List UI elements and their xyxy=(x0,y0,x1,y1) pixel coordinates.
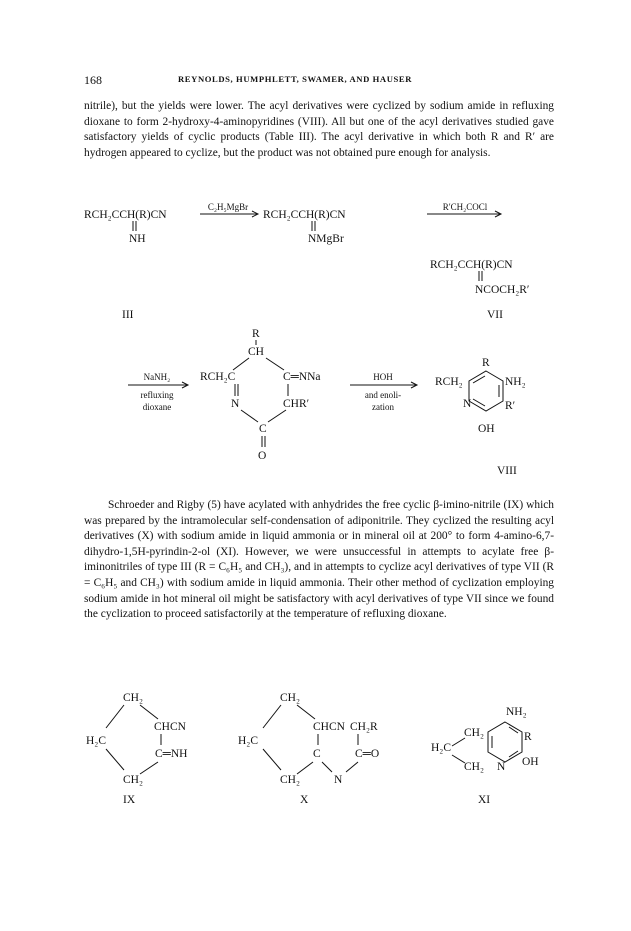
x-bond-6 xyxy=(297,762,313,774)
ring-left-carbon: RCH₂C xyxy=(200,371,236,383)
paragraph-1: nitrile), but the yields were lower. The acyl derivatives were cyclized by sodium amide in refluxing dioxane to form 2-hydroxy-4-aminopyridines (VIII). All but one of the acyl derivatives studied gave satisfactory yields of cyclic products (Table III). The acyl derivative in which both R and R′ are hydrogen appeared to cyclize, but the product was not obtained pure enough for analysis. xyxy=(84,100,554,159)
page-number: 168 xyxy=(84,73,102,87)
ring-ch: CH xyxy=(248,346,264,358)
reagent-grignard: C₂H₅MgBr xyxy=(207,202,249,212)
label-ix: IX xyxy=(123,794,136,806)
ring-oxygen: O xyxy=(258,450,267,462)
compound-iii-imine: NH xyxy=(129,233,146,245)
reagent-zation: zation xyxy=(372,402,394,412)
xi-n: N xyxy=(497,761,506,773)
xi-oh: OH xyxy=(522,756,539,768)
reagent-refluxing: refluxing xyxy=(140,390,174,400)
scheme-3 xyxy=(86,692,539,806)
scheme-2 xyxy=(128,328,526,477)
running-head: REYNOLDS, HUMPHLETT, SWAMER, AND HAUSER xyxy=(178,74,413,84)
reagent-sodium-amide: NaNH₂ xyxy=(143,372,171,382)
xi-bond-1 xyxy=(452,738,465,746)
pyridine-r-prime: R′ xyxy=(505,400,516,412)
ix-chcn: CHCN xyxy=(154,721,186,733)
ring-bond-ll xyxy=(241,410,258,422)
x-bond-5 xyxy=(263,749,281,770)
label-x: X xyxy=(300,794,309,806)
xi-inner-1 xyxy=(509,727,518,733)
reagent-water: HOH xyxy=(373,372,393,382)
x-bond-7 xyxy=(322,762,332,772)
compound-vii-formula: RCH₂CCH(R)CN xyxy=(430,259,513,271)
label-xi: XI xyxy=(478,794,491,806)
ix-h2c: H₂C xyxy=(86,735,106,747)
ix-ch2-top: CH₂ xyxy=(123,692,143,704)
pyridine-oh: OH xyxy=(478,423,495,435)
ring-bond-lr xyxy=(268,410,286,422)
reagent-dioxane: dioxane xyxy=(142,402,172,412)
compound-vii-acyl: NCOCH₂R′ xyxy=(475,284,530,296)
ring-bond-ur xyxy=(266,358,284,370)
xi-ch2-bot: CH₂ xyxy=(464,761,484,773)
pyridine-ring xyxy=(469,371,503,411)
ix-bond-1 xyxy=(106,705,124,728)
ix-ch2-bot: CH₂ xyxy=(123,774,143,786)
pyridine-nh2: NH₂ xyxy=(505,376,526,388)
pyridine-rch2: RCH₂ xyxy=(435,376,463,388)
xi-inner-3 xyxy=(509,751,518,757)
xi-nh2: NH₂ xyxy=(506,706,527,718)
reagent-enolization: and enoli- xyxy=(364,390,402,400)
compound-iii-formula: RCH₂CCH(R)CN xyxy=(84,209,167,221)
ix-bond-2 xyxy=(140,705,158,719)
pyridine-r: R xyxy=(482,357,490,369)
x-c1: C xyxy=(313,748,321,760)
x-chcn: CHCN xyxy=(313,721,345,733)
xi-h2c: H₂C xyxy=(431,742,451,754)
ix-cnh: C═NH xyxy=(155,748,188,760)
x-h2c: H₂C xyxy=(238,735,258,747)
ring-r: R xyxy=(252,328,260,340)
x-bond-1 xyxy=(263,705,281,728)
x-bond-8 xyxy=(346,762,358,772)
paragraph-2: Schroeder and Rigby (5) have acylated with anhydrides the free cyclic β-imino-nitrile (IX) which was prepared by the intramolecular self-condensation of adiponitrile. They cyclized the resulting acyl derivatives (X) with sodium amide in liquid ammonia or in mineral oil at 200° to form 4-amino-6,7-dihydro-1,5H-pyrindin-2-ol (XI). However, we were unsuccessful in attempts to acylate free β-iminonitriles of type III (R = C₆H₅ and CH₃), and in attempts to cyclize acyl derivatives of type VII (R = C₆H₅ and CH₃) with sodium amide in liquid ammonia. Their other method of cyclization employing sodium amide in hot mineral oil might be satisfactory with acyl derivatives of type VII since we found the cyclization to proceed satisfactorily at the temperature of refluxing dioxane. xyxy=(84,499,554,621)
scheme-1 xyxy=(84,202,529,321)
ix-bond-5 xyxy=(140,762,158,774)
x-ch2r: CH₂R xyxy=(350,721,378,733)
xi-pyridine-ring xyxy=(488,722,522,762)
xi-r: R xyxy=(524,731,532,743)
ring-right-carbon: C═NNa xyxy=(283,371,321,383)
pyridine-n: N xyxy=(463,398,472,410)
label-viii: VIII xyxy=(497,465,517,477)
intermediate-nmgbr: NMgBr xyxy=(308,233,344,245)
reagent-acyl-chloride: R′CH₂COCl xyxy=(442,202,488,212)
label-iii: III xyxy=(122,309,134,321)
x-c2: C═O xyxy=(355,748,380,760)
ring-chr: CHR′ xyxy=(283,398,310,410)
ring-bond-ul xyxy=(233,358,249,370)
ix-bond-4 xyxy=(106,749,124,770)
xi-ch2-top: CH₂ xyxy=(464,727,484,739)
x-ch2-bot: CH₂ xyxy=(280,774,300,786)
ring-nitrogen: N xyxy=(231,398,240,410)
label-vii: VII xyxy=(487,309,503,321)
x-bond-2 xyxy=(297,705,315,719)
x-ch2-top: CH₂ xyxy=(280,692,300,704)
intermediate-formula: RCH₂CCH(R)CN xyxy=(263,209,346,221)
x-n: N xyxy=(334,774,343,786)
ring-carbonyl-c: C xyxy=(259,423,267,435)
